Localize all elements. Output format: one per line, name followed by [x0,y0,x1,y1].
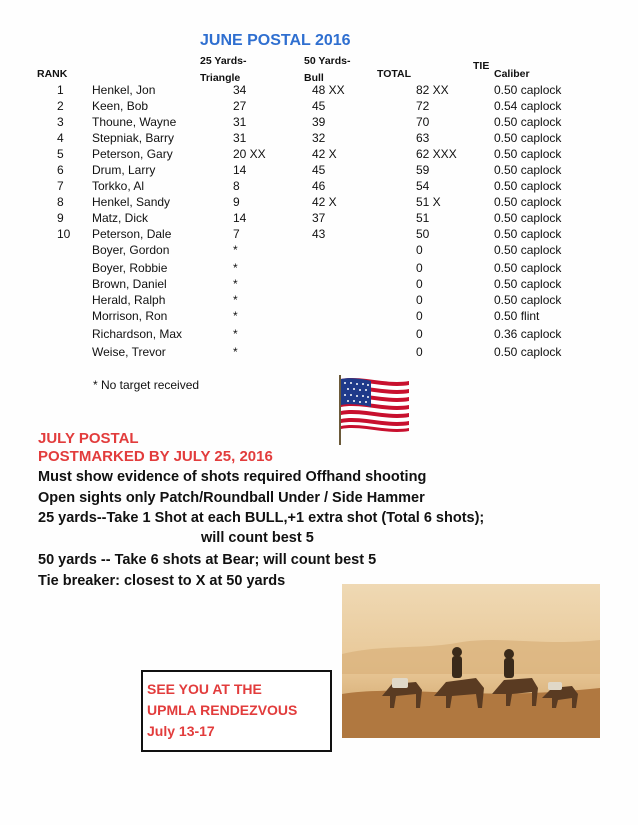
cell-total: 62 XXX [416,147,457,161]
cell-name: Peterson, Gary [92,147,173,161]
table-row [0,277,638,293]
cell-y25: 27 [233,99,247,113]
header-50-yards [304,55,351,85]
cell-y25: * [233,243,238,257]
table-row [0,99,638,115]
cell-name: Matz, Dick [92,211,149,225]
cell-caliber: 0.50 caplock [494,227,562,241]
rule-line: will count best 5 [201,530,314,546]
cell-total: 0 [416,345,423,359]
cell-y25: 7 [233,227,240,241]
cell-total: 59 [416,163,430,177]
cell-name: Keen, Bob [92,99,149,113]
cell-y50: 39 [312,115,326,129]
table-row [0,211,638,227]
cell-y25: 31 [233,131,247,145]
cell-y50: 42 X [312,195,337,209]
cell-total: 51 [416,211,430,225]
header-50-line1: 50 Yards- [304,55,351,67]
cell-name: Weise, Trevor [92,345,166,359]
cell-y25: 20 XX [233,147,266,161]
table-row [0,195,638,211]
cell-name: Peterson, Dale [92,227,172,241]
table-row [0,179,638,195]
cell-rank: 9 [57,211,64,225]
cell-total: 0 [416,277,423,291]
table-row [0,309,638,325]
cell-rank: 5 [57,147,64,161]
cell-total: 70 [416,115,430,129]
cell-total: 82 XX [416,83,449,97]
rule-line: Must show evidence of shots required Offhand shooting [38,469,427,485]
notice-line: July 13-17 [147,723,215,739]
cell-y25: * [233,309,238,323]
cell-y50: 42 X [312,147,337,161]
cell-name: Boyer, Gordon [92,243,170,257]
cell-rank: 6 [57,163,64,177]
cell-y25: 34 [233,83,247,97]
cell-total: 63 [416,131,430,145]
table-row [0,243,638,259]
cell-name: Richardson, Max [92,327,183,341]
cell-total: 72 [416,99,430,113]
cell-name: Boyer, Robbie [92,261,168,275]
cell-y25: 14 [233,163,247,177]
cell-total: 0 [416,327,423,341]
cell-rank: 4 [57,131,64,145]
rendezvous-notice [141,670,332,752]
cell-y50: 46 [312,179,326,193]
notice-line: SEE YOU AT THE [147,681,262,697]
cell-total: 54 [416,179,430,193]
cell-caliber: 0.50 caplock [494,179,562,193]
cell-rank: 1 [57,83,64,97]
table-row [0,163,638,179]
postmark-deadline: POSTMARKED BY JULY 25, 2016 [38,448,273,465]
footnote: * No target received [93,378,200,392]
cell-y25: 8 [233,179,240,193]
header-25-yards [200,55,247,85]
page-title: JUNE POSTAL 2016 [200,32,351,49]
frontier-horseback-painting [342,584,600,738]
cell-caliber: 0.50 caplock [494,243,562,257]
table-row [0,345,638,361]
cell-total: 0 [416,309,423,323]
cell-caliber: 0.50 caplock [494,277,562,291]
cell-y50: 37 [312,211,326,225]
cell-name: Brown, Daniel [92,277,167,291]
cell-caliber: 0.50 caplock [494,293,562,307]
table-row [0,327,638,343]
table-row [0,261,638,277]
cell-caliber: 0.54 caplock [494,99,562,113]
cell-rank: 8 [57,195,64,209]
table-row [0,115,638,131]
cell-caliber: 0.50 caplock [494,163,562,177]
table-row [0,131,638,147]
rule-line: 25 yards--Take 1 Shot at each BULL,+1 extra shot (Total 6 shots); [38,510,485,526]
cell-name: Morrison, Ron [92,309,168,323]
cell-total: 0 [416,261,423,275]
rule-line: Open sights only Patch/Roundball Under / Side Hammer [38,490,425,506]
cell-y25: * [233,327,238,341]
cell-caliber: 0.50 caplock [494,345,562,359]
header-total: TOTAL [377,68,412,80]
cell-name: Henkel, Jon [92,83,156,97]
cell-rank: 3 [57,115,64,129]
cell-y50: 45 [312,163,326,177]
cell-y50: 43 [312,227,326,241]
cell-caliber: 0.50 caplock [494,195,562,209]
header-caliber: Caliber [494,68,530,80]
cell-total: 0 [416,243,423,257]
cell-name: Stepniak, Barry [92,131,175,145]
american-flag-icon [337,373,411,447]
cell-total: 0 [416,293,423,307]
cell-y25: * [233,345,238,359]
rule-line: 50 yards -- Take 6 shots at Bear; will count best 5 [38,552,377,568]
table-row [0,293,638,309]
cell-y25: * [233,261,238,275]
cell-y25: 31 [233,115,247,129]
cell-name: Thoune, Wayne [92,115,177,129]
table-row [0,227,638,243]
rule-line: Tie breaker: closest to X at 50 yards [38,573,286,589]
header-25-line1: 25 Yards- [200,55,247,67]
cell-y25: 9 [233,195,240,209]
cell-rank: 2 [57,99,64,113]
cell-y50: 48 XX [312,83,345,97]
cell-caliber: 0.50 caplock [494,211,562,225]
cell-name: Herald, Ralph [92,293,166,307]
cell-name: Torkko, Al [92,179,145,193]
cell-name: Henkel, Sandy [92,195,171,209]
cell-caliber: 0.50 caplock [494,261,562,275]
cell-rank: 7 [57,179,64,193]
cell-y50: 32 [312,131,326,145]
table-row [0,83,638,99]
cell-caliber: 0.50 caplock [494,115,562,129]
cell-y25: 14 [233,211,247,225]
header-25-line2: Triangle [200,72,241,84]
july-postal-title: JULY POSTAL [38,430,139,447]
cell-name: Drum, Larry [92,163,156,177]
cell-caliber: 0.50 caplock [494,147,562,161]
cell-total: 51 X [416,195,441,209]
header-50-line2: Bull [304,72,324,84]
cell-caliber: 0.36 caplock [494,327,562,341]
header-tie: TIE [473,60,490,72]
cell-y50: 45 [312,99,326,113]
table-row [0,147,638,163]
notice-line: UPMLA RENDEZVOUS [147,702,298,718]
header-rank: RANK [37,68,68,80]
cell-caliber: 0.50 caplock [494,131,562,145]
cell-total: 50 [416,227,430,241]
cell-y25: * [233,277,238,291]
cell-caliber: 0.50 flint [494,309,540,323]
cell-y25: * [233,293,238,307]
cell-caliber: 0.50 caplock [494,83,562,97]
cell-rank: 10 [57,227,71,241]
